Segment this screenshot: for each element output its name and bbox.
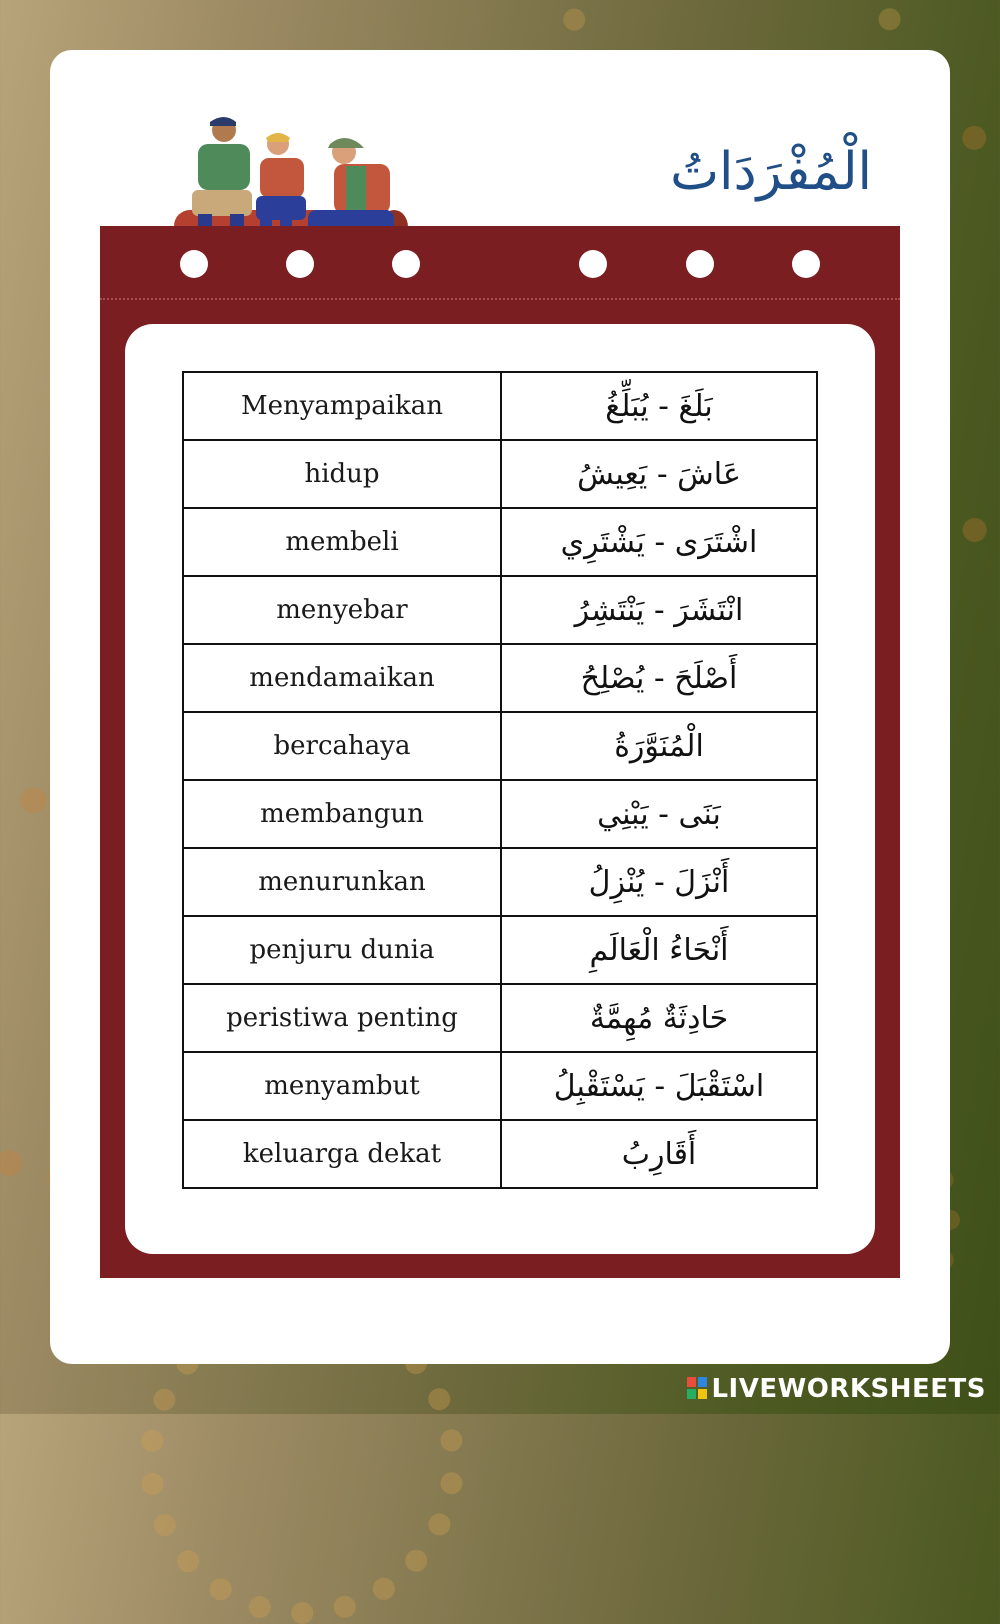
- table-row: [183, 916, 817, 984]
- meaning-cell: menurunkan: [183, 848, 501, 916]
- arabic-word-cell: اسْتَقْبَلَ - يَسْتَقْبِلُ: [501, 1052, 817, 1120]
- arabic-word-cell: أَقَارِبُ: [501, 1120, 817, 1188]
- meaning-cell: membangun: [183, 780, 501, 848]
- arabic-word-cell: أَصْلَحَ - يُصْلِحُ: [501, 644, 817, 712]
- arabic-word-cell: اشْتَرَى - يَشْتَرِي: [501, 508, 817, 576]
- vocabulary-card: [125, 324, 875, 1254]
- binder-ring: [792, 250, 820, 278]
- meaning-cell: membeli: [183, 508, 501, 576]
- meaning-cell: hidup: [183, 440, 501, 508]
- page-title: الْمُفْرَدَاتُ: [670, 142, 872, 202]
- binder-ring: [392, 250, 420, 278]
- table-row: [183, 576, 817, 644]
- meaning-cell: mendamaikan: [183, 644, 501, 712]
- liveworksheets-logo-icon: [687, 1377, 707, 1399]
- meaning-cell: Menyampaikan: [183, 372, 501, 440]
- perforation-line: [100, 298, 900, 300]
- arabic-word-cell: انْتَشَرَ - يَنْتَشِرُ: [501, 576, 817, 644]
- arabic-word-cell: عَاشَ - يَعِيشُ: [501, 440, 817, 508]
- table-row: [183, 644, 817, 712]
- binder-ring: [286, 250, 314, 278]
- binder-ring: [180, 250, 208, 278]
- watermark-text: LIVEWORKSHEETS: [711, 1374, 986, 1404]
- table-row: [183, 1052, 817, 1120]
- table-row: [183, 984, 817, 1052]
- arabic-word-cell: الْمُنَوَّرَةُ: [501, 712, 817, 780]
- arabic-word-cell: بَنَى - يَبْنِي: [501, 780, 817, 848]
- meaning-cell: penjuru dunia: [183, 916, 501, 984]
- meaning-cell: menyambut: [183, 1052, 501, 1120]
- table-row: [183, 712, 817, 780]
- table-row: [183, 780, 817, 848]
- table-row: [183, 440, 817, 508]
- meaning-cell: keluarga dekat: [183, 1120, 501, 1188]
- vocabulary-table: [182, 371, 818, 1189]
- binder-ring: [579, 250, 607, 278]
- arabic-word-cell: أَنْحَاءُ الْعَالَمِ: [501, 916, 817, 984]
- arabic-word-cell: بَلَغَ - يُبَلِّغُ: [501, 372, 817, 440]
- arabic-word-cell: أَنْزَلَ - يُنْزِلُ: [501, 848, 817, 916]
- table-row: [183, 848, 817, 916]
- arabic-word-cell: حَادِثَةٌ مُهِمَّةٌ: [501, 984, 817, 1052]
- binder-ring: [686, 250, 714, 278]
- table-row: [183, 508, 817, 576]
- meaning-cell: peristiwa penting: [183, 984, 501, 1052]
- meaning-cell: menyebar: [183, 576, 501, 644]
- liveworksheets-watermark: [687, 1374, 986, 1404]
- meaning-cell: bercahaya: [183, 712, 501, 780]
- table-row: [183, 1120, 817, 1188]
- vocabulary-board: [100, 226, 900, 1278]
- table-row: [183, 372, 817, 440]
